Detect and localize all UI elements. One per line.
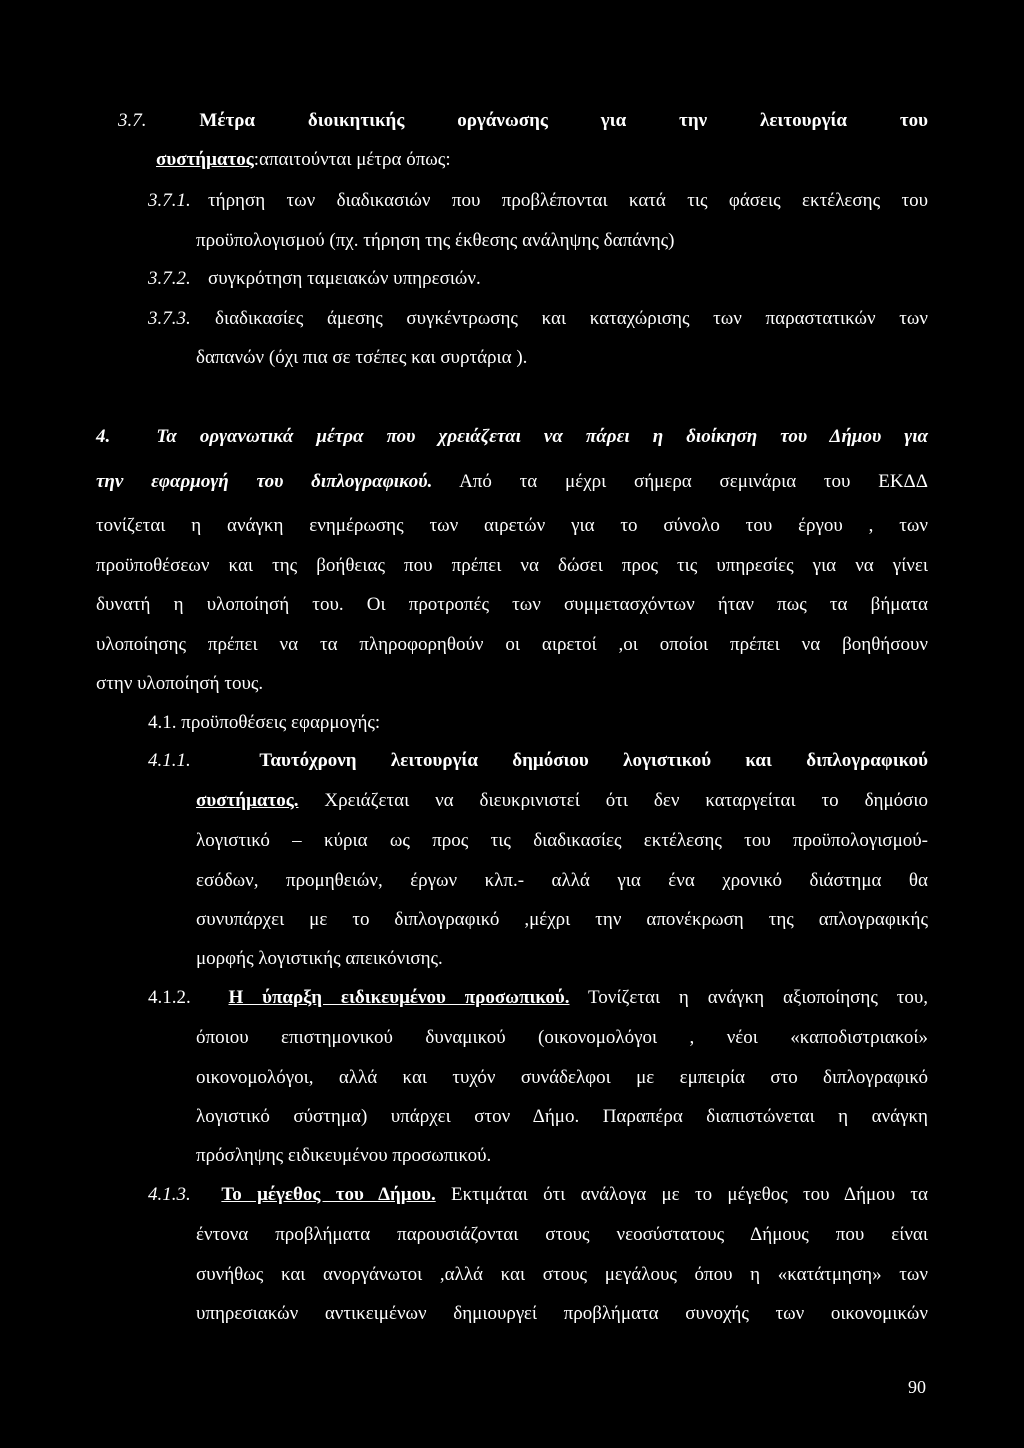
section-title-cont: την εφαρμογή του διπλογραφικού. [96, 471, 433, 492]
item-3-7-1-line2: προϋπολογισμού (πχ. τήρηση της έκθεσης ανάληψης δαπάνης) [196, 230, 675, 251]
item-4-1-1-body-line: μορφής λογιστικής απεικόνισης. [196, 948, 443, 969]
section-number: 3.7. [118, 110, 147, 131]
item-4-1-3-heading [148, 1184, 928, 1206]
item-number: 3.7.1. [148, 190, 191, 211]
section-4-heading-line1 [96, 426, 928, 448]
section-title: Μέτρα διοικητικής οργάνωσης για την λειτουργία του [199, 110, 929, 131]
section-3-7-heading [118, 110, 928, 132]
section-text: Από τα μέχρι σήμερα σεμινάρια του ΕΚΔΔ [432, 471, 928, 492]
item-number: 3.7.3. [148, 308, 191, 329]
item-4-1-1-body-line: λογιστικό – κύρια ως προς τις διαδικασίες εκτέλεσης του προϋπολογισμού- [196, 830, 928, 851]
item-3-7-1-number [148, 190, 191, 212]
item-number: 4.1.2. [148, 987, 191, 1008]
section-text: :απαιτούνται μέτρα όπως: [253, 149, 451, 170]
section-number: 4. [96, 426, 111, 447]
item-4-1-2-heading [148, 987, 928, 1009]
item-text: Εκτιμάται ότι ανάλογα με το μέγεθος του Δήμου τα [435, 1184, 928, 1205]
item-4-1-1-body-line: εσόδων, προμηθειών, έργων κλπ.- αλλά για ένα χρονικό διάστημα θα [196, 870, 928, 891]
item-number: 3.7.2. [148, 268, 191, 289]
item-4-1-3-body-line: υπηρεσιακών αντικειμένων δημιουργεί προβλήματα συνοχής των οικονομικών [196, 1303, 928, 1324]
item-4-1-2-body-line: λογιστικό σύστημα) υπάρχει στον Δήμο. Παραπέρα διαπιστώνεται η ανάγκη [196, 1106, 928, 1127]
item-number: 4.1.1. [148, 750, 191, 771]
item-4-1-2-body-line: οικονομολόγοι, αλλά και τυχόν συνάδελφοι με εμπειρία στο διπλογραφικό [196, 1067, 928, 1088]
section-4-body-line: δυνατή η υλοποίησή του. Οι προτροπές των συμμετασχόντων ήταν πως τα βήματα [96, 594, 928, 615]
item-title: Το μέγεθος του Δήμου. [221, 1184, 436, 1205]
section-text: προϋποθέσεις εφαρμογής: [181, 712, 381, 733]
section-title-cont: συστήματος [156, 149, 254, 170]
item-3-7-2-number [148, 268, 191, 290]
item-3-7-1-line1: τήρηση των διαδικασιών που προβλέπονται κατά τις φάσεις εκτέλεσης του [208, 190, 928, 211]
item-4-1-3-body-line: συνήθως και ανοργάνωτοι ,αλλά και στους μεγάλους όπου η «κατάτμηση» των [196, 1264, 928, 1285]
page-number: 90 [908, 1377, 926, 1397]
item-3-7-3-number [148, 308, 191, 330]
section-3-7-heading-cont [156, 149, 451, 171]
item-number: 4.1.3. [148, 1184, 191, 1205]
item-3-7-3-line1: διαδικασίες άμεσης συγκέντρωσης και καταχώρισης των παραστατικών των [215, 308, 928, 329]
item-3-7-3-line2: δαπανών (όχι πια σε τσέπες και συρτάρια ). [196, 347, 528, 368]
section-title: Τα οργανωτικά μέτρα που χρειάζεται να πάρει η διοίκηση του Δήμου για [156, 426, 929, 447]
section-number: 4.1. [148, 712, 177, 733]
item-text: Χρειάζεται να διευκρινιστεί ότι δεν καταργείται το δημόσιο [298, 790, 928, 811]
item-4-1-3-body-line: έντονα προβλήματα παρουσιάζονται στους νεοσύστατους Δήμους που είναι [196, 1224, 928, 1245]
item-text: Τονίζεται η ανάγκη αξιοποίησης του, [569, 987, 929, 1008]
item-title: Η ύπαρξη ειδικευμένου προσωπικού. [228, 987, 570, 1008]
item-4-1-1-heading-cont [196, 790, 928, 812]
section-4-body-line: στην υλοποίησή τους. [96, 673, 264, 694]
section-4-body-line: προϋποθέσεων και της βοήθειας που πρέπει να δώσει προς τις υπηρεσίες για να γίνει [96, 555, 928, 576]
section-4-body-line: τονίζεται η ανάγκη ενημέρωσης των αιρετών για το σύνολο του έργου , των [96, 515, 928, 536]
item-title-cont: συστήματος. [196, 790, 299, 811]
section-4-1 [148, 712, 380, 734]
item-4-1-2-body-line: όποιου επιστημονικού δυναμικού (οικονομολόγοι , νέοι «καποδιστριακοί» [196, 1027, 928, 1048]
section-4-heading-line2 [96, 471, 928, 493]
item-4-1-2-body-line: πρόσληψης ειδικευμένου προσωπικού. [196, 1145, 492, 1166]
section-4-body-line: υλοποίησης πρέπει να τα πληροφορηθούν οι αιρετοί ,οι οποίοι πρέπει να βοηθήσουν [96, 634, 928, 655]
item-3-7-2-text: συγκρότηση ταμειακών υπηρεσιών. [208, 268, 481, 289]
item-4-1-1-heading [148, 750, 928, 772]
item-4-1-1-body-line: συνυπάρχει με το διπλογραφικό ,μέχρι την απονέκρωση της απλογραφικής [196, 909, 928, 930]
item-title: Ταυτόχρονη λειτουργία δημόσιου λογιστικού και διπλογραφικού [259, 750, 928, 771]
